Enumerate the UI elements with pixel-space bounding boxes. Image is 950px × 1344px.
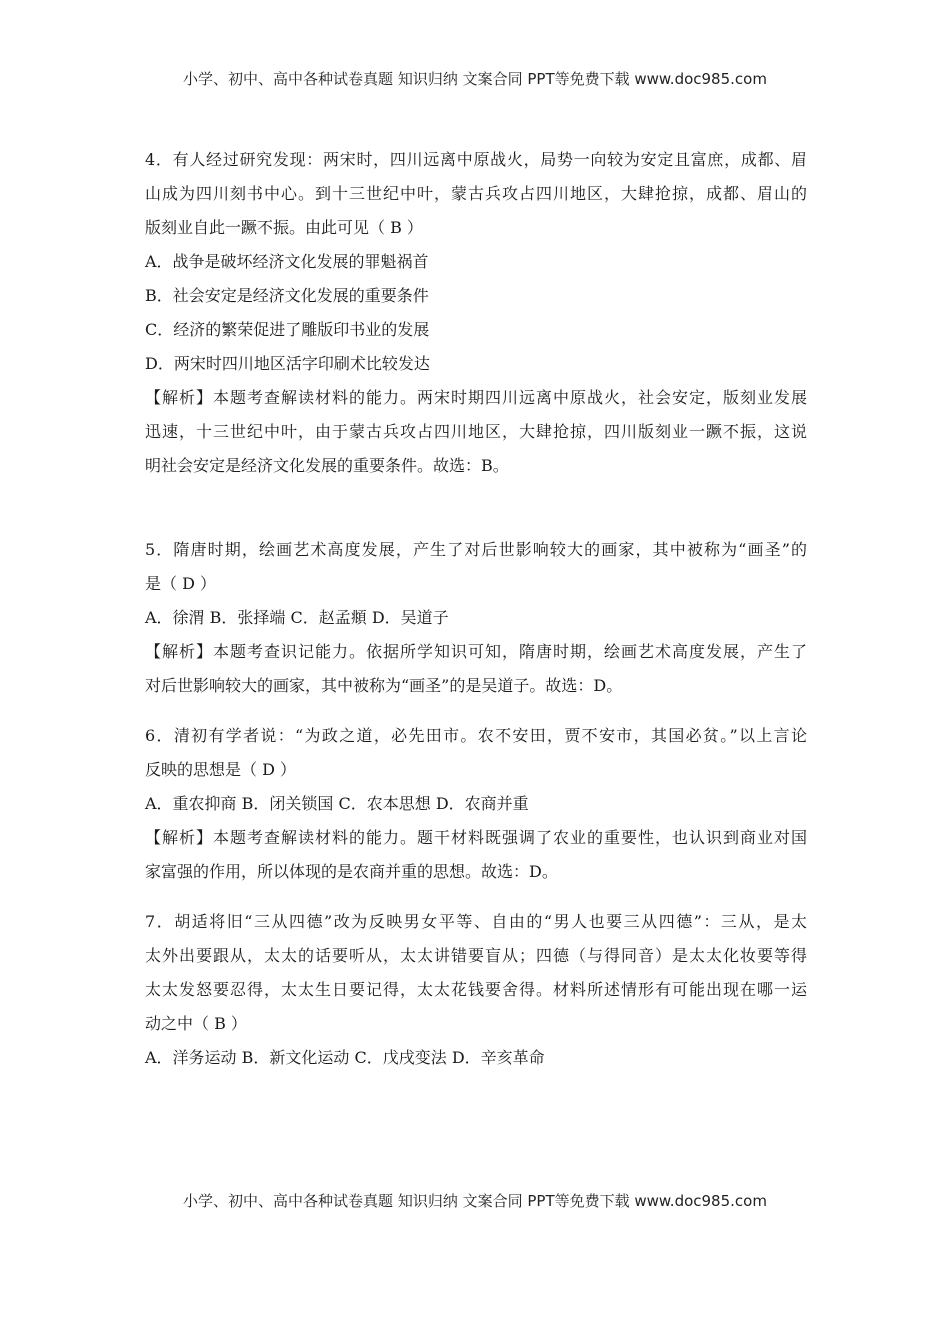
document-body: [145, 143, 807, 1075]
question-stem-line: 7．胡适将旧“三从四德”改为反映男女平等、自由的“男人也要三从四德”：三从，是太: [145, 912, 807, 931]
analysis-line: 【解析】本题考查识记能力。依据所学知识可知，隋唐时期，绘画艺术高度发展，产生了: [145, 642, 807, 661]
question-stem-line: 版刻业自此一蹶不振。由此可见（ B ）: [145, 218, 423, 237]
answer-option: C．经济的繁荣促进了雕版印书业的发展: [145, 320, 430, 339]
question-stem-line: 动之中（ B ）: [145, 1014, 247, 1033]
answer-option: A．徐渭 B．张择端 C．赵孟頫 D．吴道子: [145, 608, 449, 627]
answer-option: A．洋务运动 B．新文化运动 C．戊戌变法 D．辛亥革命: [145, 1048, 545, 1067]
question-stem-line: 反映的思想是（ D ）: [145, 760, 297, 779]
question-7: [145, 905, 807, 1075]
question-stem-line: 太外出要跟从，太太的话要听从，太太讲错要盲从；四德（与得同音）是太太化妆要等得: [145, 946, 807, 965]
analysis-line: 【解析】本题考查解读材料的能力。两宋时期四川远离中原战火，社会安定，版刻业发展: [145, 388, 807, 407]
question-stem-line: 是（ D ）: [145, 574, 217, 593]
question-stem-line: 太太发怒要忍得，太太生日要记得，太太花钱要舍得。材料所述情形有可能出现在哪一运: [145, 980, 807, 999]
question-stem-line: 6．清初有学者说：“为政之道，必先田市。农不安田，贾不安市，其国必贫。”以上言论: [145, 726, 807, 745]
analysis-line: 对后世影响较大的画家，其中被称为“画圣”的是吴道子。故选：D。: [145, 676, 623, 695]
page-header: 小学、初中、高中各种试卷真题 知识归纳 文案合同 PPT等免费下载 www.doc985.com: [183, 70, 767, 88]
analysis-line: 迅速，十三世纪中叶，由于蒙古兵攻占四川地区，大肆抢掠，四川版刻业一蹶不振，这说: [145, 422, 807, 441]
analysis-line: 【解析】本题考查解读材料的能力。题干材料既强调了农业的重要性，也认识到商业对国: [145, 828, 807, 847]
question-6: [145, 719, 807, 889]
question-stem-line: 山成为四川刻书中心。到十三世纪中叶，蒙古兵攻占四川地区，大肆抢掠，成都、眉山的: [145, 184, 807, 203]
answer-option: B．社会安定是经济文化发展的重要条件: [145, 286, 429, 305]
answer-option: A．战争是破坏经济文化发展的罪魁祸首: [145, 252, 429, 271]
question-4: [145, 143, 807, 483]
analysis-line: 家富强的作用，所以体现的是农商并重的思想。故选：D。: [145, 862, 558, 881]
answer-option: D．两宋时四川地区活字印刷术比较发达: [145, 354, 430, 373]
question-stem-line: 4．有人经过研究发现：两宋时，四川远离中原战火，局势一向较为安定且富庶，成都、眉: [145, 150, 807, 169]
page-footer: 小学、初中、高中各种试卷真题 知识归纳 文案合同 PPT等免费下载 www.doc985.com: [183, 1192, 767, 1210]
question-stem-line: 5．隋唐时期，绘画艺术高度发展，产生了对后世影响较大的画家，其中被称为“画圣”的: [145, 540, 807, 559]
analysis-line: 明社会安定是经济文化发展的重要条件。故选：B。: [145, 456, 509, 475]
question-5: [145, 533, 807, 703]
answer-option: A．重农抑商 B．闭关锁国 C．农本思想 D．农商并重: [145, 794, 529, 813]
